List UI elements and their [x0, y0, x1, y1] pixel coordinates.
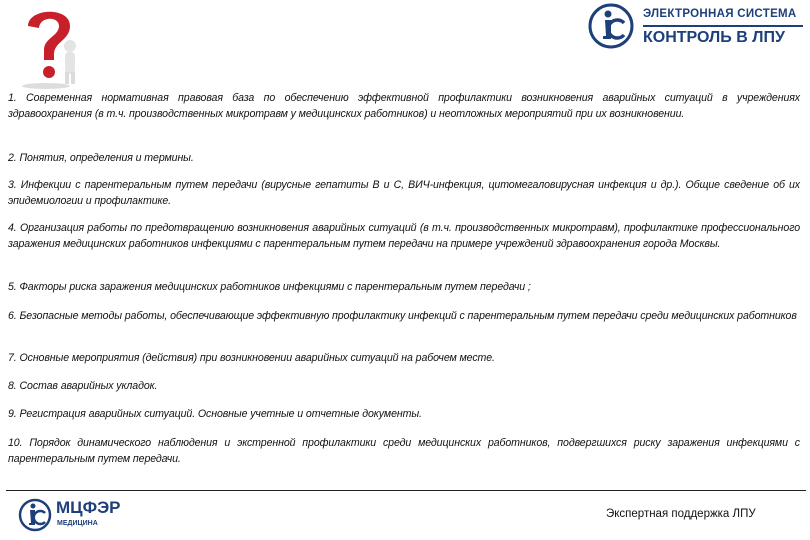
agenda-item-2: 2. Понятия, определения и термины. [8, 152, 194, 164]
footer-tagline: Экспертная поддержка ЛПУ [606, 508, 756, 520]
logo-divider [643, 25, 803, 27]
agenda-item-5: 5. Факторы риска заражения медицинских работников инфекциями с парентеральным путем передачи ; [8, 281, 531, 293]
electronic-system-logo [588, 3, 806, 49]
question-mark-figure-icon [14, 2, 84, 90]
footer-divider [6, 490, 806, 491]
ic-logo-icon [588, 3, 634, 49]
agenda-item-3: 3. Инфекции с парентеральным путем передачи (вирусные гепатиты В и С, ВИЧ-инфекция, цитомегаловирусная инфекция и др.). Общие сведение об их эпидемиологии и профилактике. [8, 179, 800, 207]
logo-line-1: ЭЛЕКТРОННАЯ СИСТЕМА [643, 8, 797, 20]
mcfer-logo-name: МЦФЭР [56, 498, 121, 517]
agenda-item-9: 9. Регистрация аварийных ситуаций. Основные учетные и отчетные документы. [8, 408, 422, 420]
agenda-item-7: 7. Основные мероприятия (действия) при возникновении аварийных ситуаций на рабочем месте. [8, 352, 495, 364]
agenda-item-1: 1. Современная нормативная правовая база по обеспечению эффективной профилактики возникновения аварийных ситуаций в учреждениях здравоохранения (в т.ч. производственных микротравм у медицинских работников) и неотложных мероприятий при их возникновении. [8, 92, 800, 120]
logo-line-2: КОНТРОЛЬ В ЛПУ [643, 29, 785, 46]
agenda-item-4: 4. Организация работы по предотвращению возникновения аварийных ситуаций (в т.ч. производственных микротравм), профилактике профессионального заражения медицинских работников инфекциями с парентеральным путем передачи на примере учреждений здравоохранения города Москвы. [8, 222, 800, 250]
mcfer-logo [18, 497, 158, 533]
mcfer-logo-subtitle: МЕДИЦИНА [57, 520, 98, 527]
agenda-item-6: 6. Безопасные методы работы, обеспечивающие эффективную профилактику инфекций с парентеральным путем передачи среди медицинских работников [8, 310, 797, 322]
mcfer-logo-icon [18, 497, 52, 533]
agenda-item-10: 10. Порядок динамического наблюдения и экстренной профилактики среди медицинских работников, подвергшихся риску заражения инфекциями с парентеральным путем передачи. [8, 437, 800, 465]
agenda-item-8: 8. Состав аварийных укладок. [8, 380, 158, 392]
